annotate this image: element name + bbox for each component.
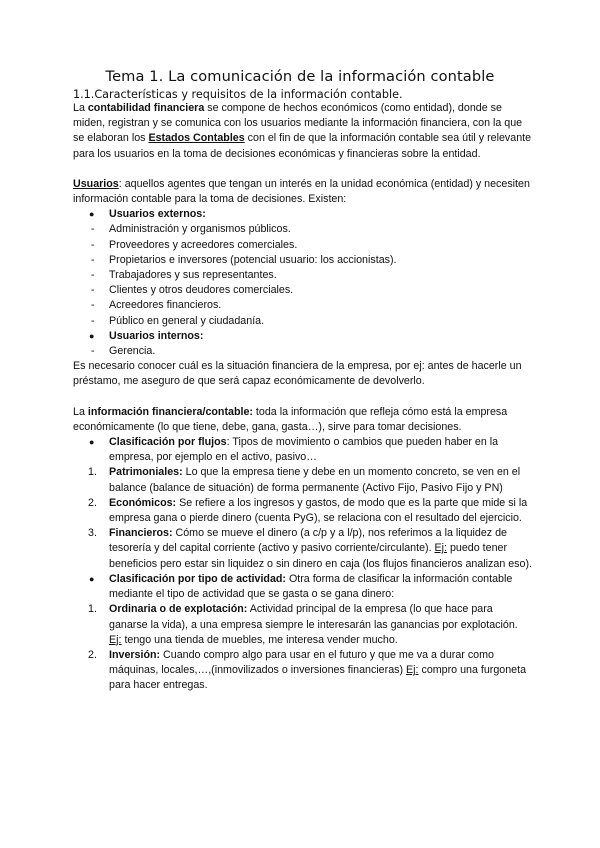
intro-text: con el fin de que la información contable sea útil y relevante para los usuarios en la toma de decisiones económicas y financieras sobre la entidad. <box>73 132 532 160</box>
list-item <box>73 435 533 465</box>
flujos-heading: Clasificación por flujos <box>109 436 227 449</box>
item-text: Cómo se mueve el dinero (a c/p y a l/p), nos referimos a la liquidez de tesorería y del capital corriente (activo y pasivo corriente/circulante). <box>109 527 507 555</box>
usuarios-list <box>73 207 533 359</box>
intro-text: La <box>73 102 88 114</box>
number-marker: 1. <box>88 603 97 616</box>
page-title: Tema 1. La comunicación de la información contable <box>105 68 495 85</box>
number-marker: 2. <box>88 496 97 509</box>
info-paragraph <box>73 405 533 435</box>
actividad-heading: Clasificación por tipo de actividad: <box>109 572 286 585</box>
list-item <box>73 344 533 359</box>
number-marker: 2. <box>88 648 97 661</box>
list-item-text: Público en general y ciudadanía. <box>109 314 265 327</box>
usuarios-note: Es necesario conocer cuál es la situación financiera de la empresa, por ej: antes de hacerle un préstamo, me aseguro de que será capaz económicamente de devolverlo. <box>73 360 522 388</box>
item-text: Actividad principal de la empresa (lo que hace para ganarse la vida), a una empresa siempre le interesarán las ganancias por explotación. <box>109 603 518 631</box>
example-label: Ej: <box>406 664 419 677</box>
section-subtitle: 1.1.Características y requisitos de la información contable. <box>73 88 403 101</box>
bullet-marker: ● <box>89 573 95 584</box>
info-text: La <box>73 405 88 418</box>
list-item <box>73 465 533 495</box>
item-text: puedo tener beneficios pero estar sin liquidez o sin dinero en caja (los flujos financieros analizan eso). <box>109 542 532 570</box>
info-text: toda la información que refleja cómo está la empresa económicamente (lo que tiene, debe, gana, gasta…), sirve para tomar decisiones. <box>73 405 508 433</box>
list-item-text: Administración y organismos públicos. <box>109 223 291 236</box>
item-text: Cuando compro algo para usar en el futuro y que me va a durar como máquinas, locales,…,(inmovilizados o inversiones financieras) <box>109 648 494 677</box>
intro-bold-term: contabilidad financiera <box>87 102 205 114</box>
list-item <box>73 283 533 298</box>
clasificacion-list <box>73 435 533 693</box>
bullet-marker: ● <box>89 330 95 341</box>
number-marker: 3. <box>88 527 97 540</box>
item-text: tengo una tienda de muebles, me interesa vender mucho. <box>121 633 398 646</box>
list-item <box>73 222 533 237</box>
list-item <box>73 298 533 313</box>
dash-marker: - <box>91 345 95 358</box>
intro-text: se compone de hechos económicos (como entidad), donde se miden, registran y se comunica con los usuarios mediante la información financiera, con la que se elaboran los <box>73 102 523 145</box>
dash-marker: - <box>91 314 95 327</box>
list-item <box>73 314 533 329</box>
dash-marker: - <box>91 223 95 236</box>
dash-marker: - <box>91 284 95 297</box>
list-item <box>73 572 533 602</box>
list-item-text: Trabajadores y sus representantes. <box>109 269 277 282</box>
item-bold-term: Inversión: <box>109 648 161 661</box>
usuarios-text: : aquellos agentes que tengan un interés en la unidad económica (entidad) y necesiten información contable para la toma de decisiones. Existen: <box>73 177 530 206</box>
item-text: compro una furgoneta para hacer entregas. <box>109 664 527 692</box>
item-bold-term: Financieros: <box>109 527 173 540</box>
actividad-text: Otra forma de clasificar la información contable mediante el tipo de actividad que se gasta o se gana dinero: <box>109 572 513 601</box>
flujos-text: : Tipos de movimiento o cambios que pueden haber en la empresa, por ejemplo en el activo, pasivo… <box>109 436 499 464</box>
bullet-marker: ● <box>89 437 95 448</box>
number-marker: 1. <box>88 466 97 479</box>
list-item <box>73 648 533 694</box>
list-item-text: Acreedores financieros. <box>109 299 222 312</box>
list-item <box>73 329 533 344</box>
dash-marker: - <box>91 269 95 282</box>
estados-contables-term: Estados Contables <box>148 132 245 145</box>
item-bold-term: Económicos: <box>109 496 177 509</box>
item-bold-term: Patrimoniales: <box>109 466 183 479</box>
list-item <box>73 496 533 526</box>
list-item <box>73 238 533 253</box>
list-item-text: Gerencia. <box>109 345 156 358</box>
dash-marker: - <box>91 238 95 251</box>
item-bold-term: Ordinaria o de explotación: <box>109 603 248 616</box>
document-body <box>73 101 533 694</box>
externos-heading: Usuarios externos: <box>109 208 206 221</box>
list-item <box>73 268 533 283</box>
list-item-text: Clientes y otros deudores comerciales. <box>109 284 294 297</box>
internos-heading: Usuarios internos: <box>109 329 204 342</box>
usuarios-term: Usuarios <box>73 177 119 190</box>
info-bold-term: información financiera/contable: <box>87 405 253 418</box>
example-label: Ej: <box>434 542 447 555</box>
example-label: Ej: <box>109 633 122 646</box>
list-item <box>73 526 533 572</box>
item-text: Se refiere a los ingresos y gastos, de modo que es la parte que mide si la empresa gana o pierde dinero (cuenta PyG), se relaciona con el resultado del ejercicio. <box>109 496 528 525</box>
list-item-text: Proveedores y acreedores comerciales. <box>109 238 298 251</box>
intro-paragraph <box>73 101 533 162</box>
list-item <box>73 207 533 222</box>
list-item <box>73 602 533 648</box>
bullet-marker: ● <box>89 209 95 220</box>
dash-marker: - <box>91 299 95 312</box>
dash-marker: - <box>91 253 95 266</box>
usuarios-paragraph <box>73 177 533 207</box>
list-item-text: Propietarios e inversores (potencial usuario: los accionistas). <box>109 253 397 266</box>
item-text: Lo que la empresa tiene y debe en un momento concreto, se ven en el balance (balance de situación) de forma permanente (Activo Fijo, Pasivo Fijo y PN) <box>109 466 521 494</box>
list-item <box>73 253 533 268</box>
